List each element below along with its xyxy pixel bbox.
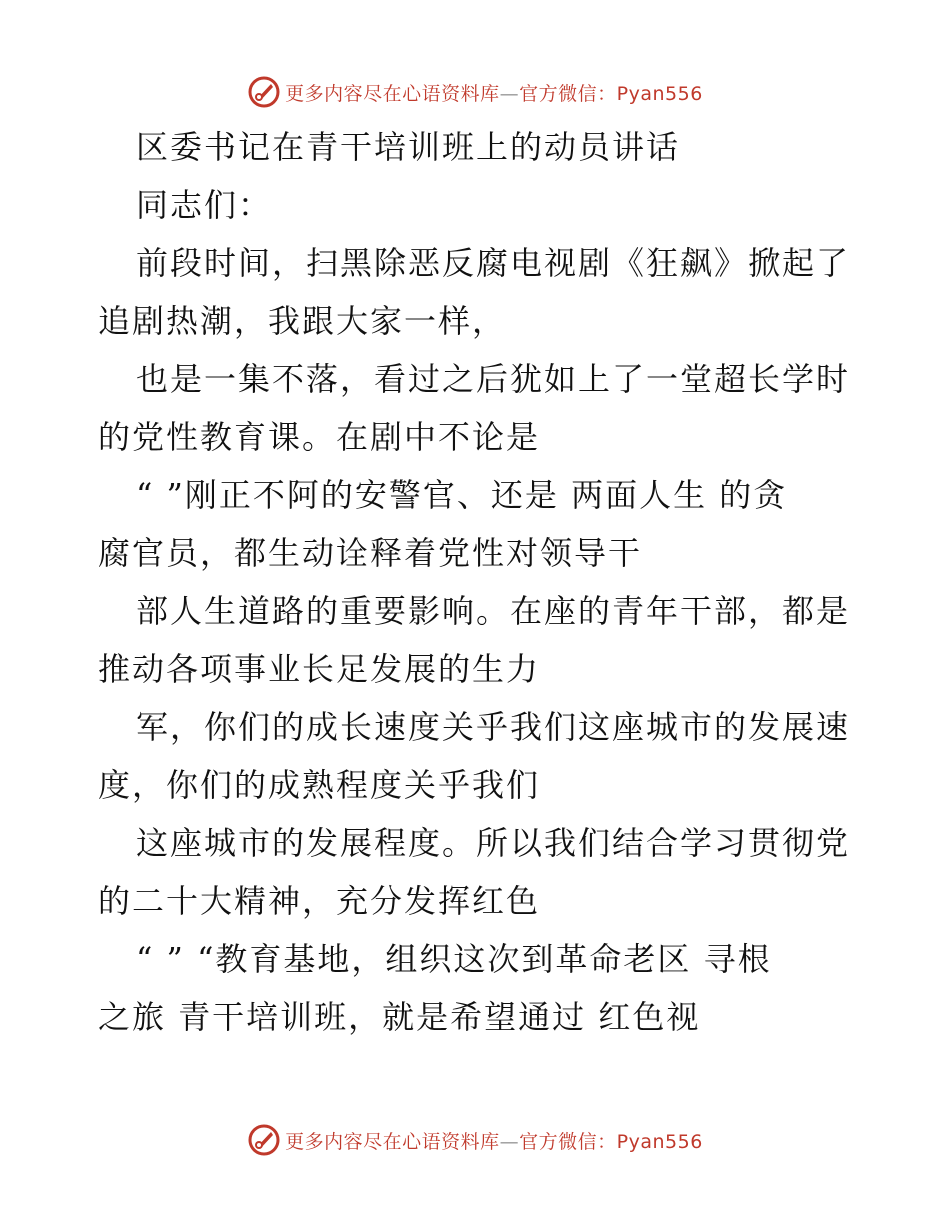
line-08: 腐官员，都生动诠释着党性对领导干	[98, 534, 643, 572]
banner-wechat: 官方微信：Pyan556	[519, 82, 703, 105]
line-02: 同志们：	[136, 186, 273, 224]
line-16: 之旅 青干培训班，就是希望通过 红色视	[98, 998, 701, 1036]
line-11: 军，你们的成长速度关乎我们这座城市的发展速	[136, 708, 851, 746]
footer-banner	[0, 1120, 950, 1160]
line-13: 这座城市的发展程度。所以我们结合学习贯彻党	[136, 824, 851, 862]
line-01: 区委书记在青干培训班上的动员讲话	[136, 128, 681, 166]
banner-text	[285, 79, 703, 106]
brand-logo-icon	[247, 75, 281, 109]
line-14: 的二十大精神，充分发挥红色	[98, 882, 541, 920]
line-05: 也是一集不落，看过之后犹如上了一堂超长学时	[136, 360, 851, 398]
line-12: 度，你们的成熟程度关乎我们	[98, 766, 541, 804]
line-06: 的党性教育课。在剧中不论是	[98, 418, 541, 456]
banner-site: 更多内容尽在心语资料库	[285, 82, 500, 105]
banner-wechat: 官方微信：Pyan556	[519, 1130, 703, 1153]
brand-logo-icon	[247, 1123, 281, 1157]
banner-separator: —	[499, 82, 520, 105]
header-banner	[0, 72, 950, 112]
line-10: 推动各项事业长足发展的生力	[98, 650, 541, 688]
line-04: 追剧热潮，我跟大家一样，	[98, 302, 507, 340]
banner-text	[285, 1127, 703, 1154]
document-body	[98, 118, 858, 1046]
banner-separator: —	[499, 1130, 520, 1153]
line-15: “ ” “教育基地，组织这次到革命老区 寻根	[136, 940, 772, 978]
line-07: “ ”刚正不阿的安警官、还是 两面人生 的贪	[136, 476, 788, 514]
banner-site: 更多内容尽在心语资料库	[285, 1130, 500, 1153]
line-03: 前段时间，扫黑除恶反腐电视剧《狂飙》掀起了	[136, 244, 851, 282]
line-09: 部人生道路的重要影响。在座的青年干部，都是	[136, 592, 851, 630]
